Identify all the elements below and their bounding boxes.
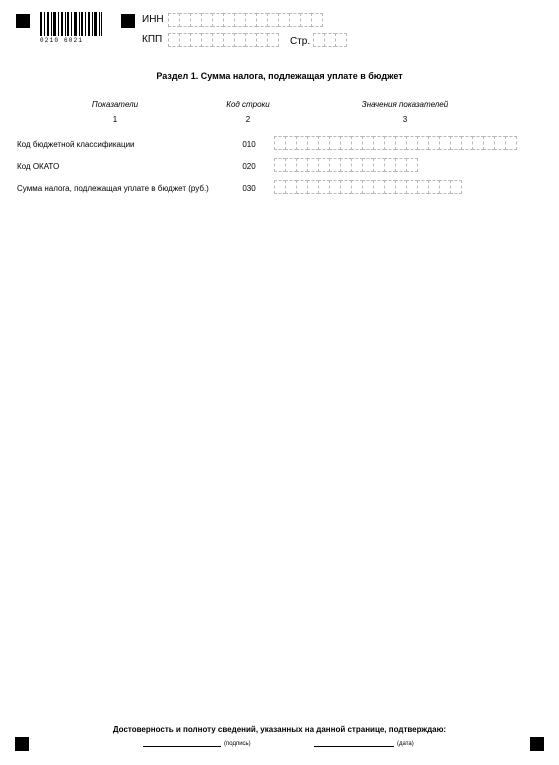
inn-input[interactable] [168, 13, 323, 27]
okato-code-input[interactable] [274, 158, 418, 172]
signature-line[interactable] [143, 746, 221, 747]
corner-marker-top-right-of-barcode [121, 14, 135, 28]
row-code-030: 030 [242, 184, 256, 193]
certification-statement: Достоверность и полноту сведений, указанных на данной странице, подтверждаю: [112, 725, 447, 734]
column-heading-line-code: Код строки [226, 100, 270, 109]
barcode-image [40, 12, 102, 36]
tax-amount-input[interactable] [274, 180, 462, 194]
row-label-budget-classification-code: Код бюджетной классификации [17, 140, 135, 149]
row-code-010: 010 [242, 140, 256, 149]
kpp-label: КПП [142, 34, 163, 45]
corner-marker-top-left [16, 14, 30, 28]
date-line[interactable] [314, 746, 394, 747]
row-code-020: 020 [242, 162, 256, 171]
barcode-number: 0210 6021 [40, 37, 84, 44]
page-number-label: Стр. [290, 36, 311, 47]
signature-caption: (подпись) [224, 741, 251, 747]
corner-marker-bottom-right [530, 737, 544, 751]
budget-classification-code-input[interactable] [274, 136, 517, 150]
row-label-tax-amount: Сумма налога, подлежащая уплате в бюджет (руб.) [17, 184, 209, 193]
section-title: Раздел 1. Сумма налога, подлежащая уплате в бюджет [156, 71, 403, 81]
corner-marker-bottom-left [15, 737, 29, 751]
column-number-2: 2 [245, 115, 251, 124]
inn-label: ИНН [142, 14, 164, 25]
column-number-3: 3 [402, 115, 408, 124]
column-heading-values: Значения показателей [361, 100, 449, 109]
page-number-input[interactable] [313, 33, 347, 47]
row-label-okato-code: Код ОКАТО [17, 162, 60, 171]
column-number-1: 1 [112, 115, 118, 124]
date-caption: (дата) [397, 741, 414, 747]
kpp-input[interactable] [168, 33, 279, 47]
column-heading-indicators: Показатели [91, 100, 139, 109]
